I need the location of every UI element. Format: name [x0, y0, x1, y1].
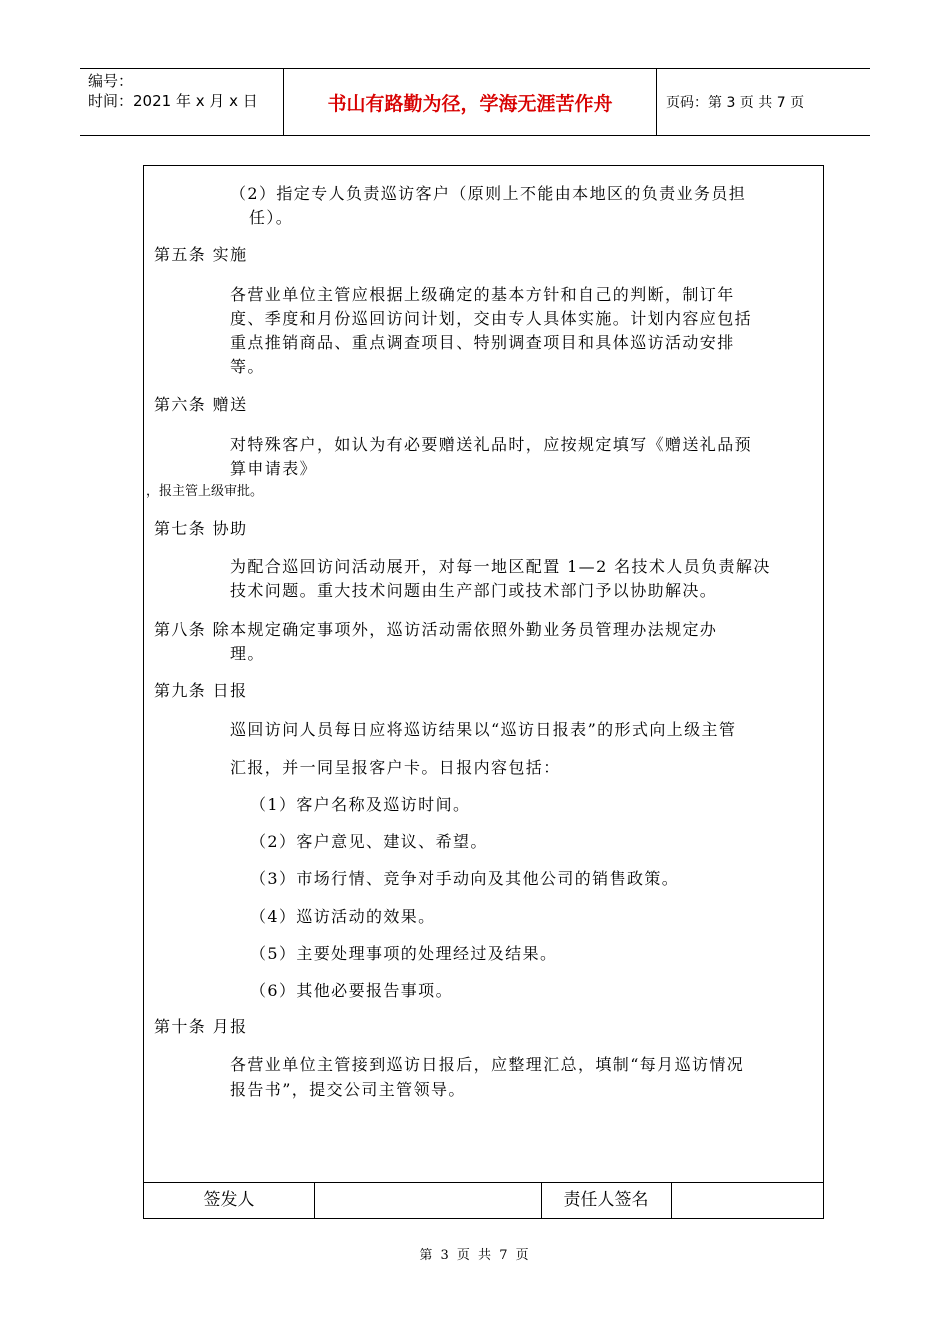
article-5-line-2: 度、季度和月份巡回访问计划，交由专人具体实施。计划内容应包括 — [230, 309, 753, 328]
list-item: （6）其他必要报告事项。 — [250, 981, 453, 1000]
list-item: （5）主要处理事项的处理经过及结果。 — [250, 944, 558, 963]
header-divider — [656, 69, 657, 135]
responsible-signature-label: 责任人签名 — [563, 1190, 649, 1210]
article-8-line-1: 第八条 除本规定确定事项外，巡访活动需依照外勤业务员管理办法规定办 — [154, 620, 718, 639]
article-6-line-2: 算申请表》 — [230, 459, 318, 478]
article-9-line-2: 汇报，并一同呈报客户卡。日报内容包括： — [230, 758, 561, 777]
article-5-title: 第五条 实施 — [154, 245, 248, 264]
page-footer: 第 3 页 共 7 页 — [419, 1248, 531, 1263]
content-frame — [143, 165, 824, 1219]
item-2-line-2: 任）。 — [249, 208, 294, 227]
header-motto: 书山有路勤为径，学海无涯苦作舟 — [327, 93, 613, 115]
list-item: （4）巡访活动的效果。 — [250, 907, 436, 926]
item-2-line-1: （2）指定专人负责巡访客户（原则上不能由本地区的负责业务员担 — [230, 184, 747, 203]
article-5-line-1: 各营业单位主管应根据上级确定的基本方针和自己的判断，制订年 — [230, 285, 735, 304]
document-date-label: 时间：2021 年 x 月 x 日 — [88, 92, 258, 110]
article-10-title: 第十条 月报 — [154, 1017, 248, 1036]
signature-cell-divider — [314, 1182, 315, 1218]
list-item: （3）市场行情、竞争对手动向及其他公司的销售政策。 — [250, 869, 680, 888]
article-6-title: 第六条 赠送 — [154, 395, 248, 414]
article-8-line-2: 理。 — [230, 644, 265, 663]
article-7-line-2: 技术问题。重大技术问题由生产部门或技术部门予以协助解决。 — [230, 581, 718, 600]
article-6-line-1: 对特殊客户，如认为有必要赠送礼品时，应按规定填写《赠送礼品预 — [230, 435, 753, 454]
article-7-title: 第七条 协助 — [154, 519, 248, 538]
article-5-line-3: 重点推销商品、重点调查项目、特别调查项目和具体巡访活动安排 — [230, 333, 735, 352]
list-item: （1）客户名称及巡访时间。 — [250, 795, 471, 814]
article-9-line-1: 巡回访问人员每日应将巡访结果以“巡访日报表”的形式向上级主管 — [230, 720, 737, 739]
document-number-label: 编号： — [88, 72, 134, 90]
article-9-title: 第九条 日报 — [154, 681, 248, 700]
issuer-label: 签发人 — [203, 1190, 255, 1210]
article-10-line-1: 各营业单位主管接到巡访日报后，应整理汇总，填制“每月巡访情况 — [230, 1055, 745, 1074]
list-item: （2）客户意见、建议、希望。 — [250, 832, 488, 851]
article-10-line-2: 报告书”，提交公司主管领导。 — [230, 1080, 466, 1099]
article-6-line-3: ，报主管上级审批。 — [146, 484, 264, 499]
page-header — [80, 68, 870, 136]
article-7-line-1: 为配合巡回访问活动展开，对每一地区配置 1—2 名技术人员负责解决 — [230, 557, 771, 576]
signature-cell-divider — [671, 1182, 672, 1218]
article-5-line-4: 等。 — [230, 357, 265, 376]
header-page-number: 页码：第 3 页 共 7 页 — [666, 95, 805, 111]
header-meta — [88, 71, 258, 111]
